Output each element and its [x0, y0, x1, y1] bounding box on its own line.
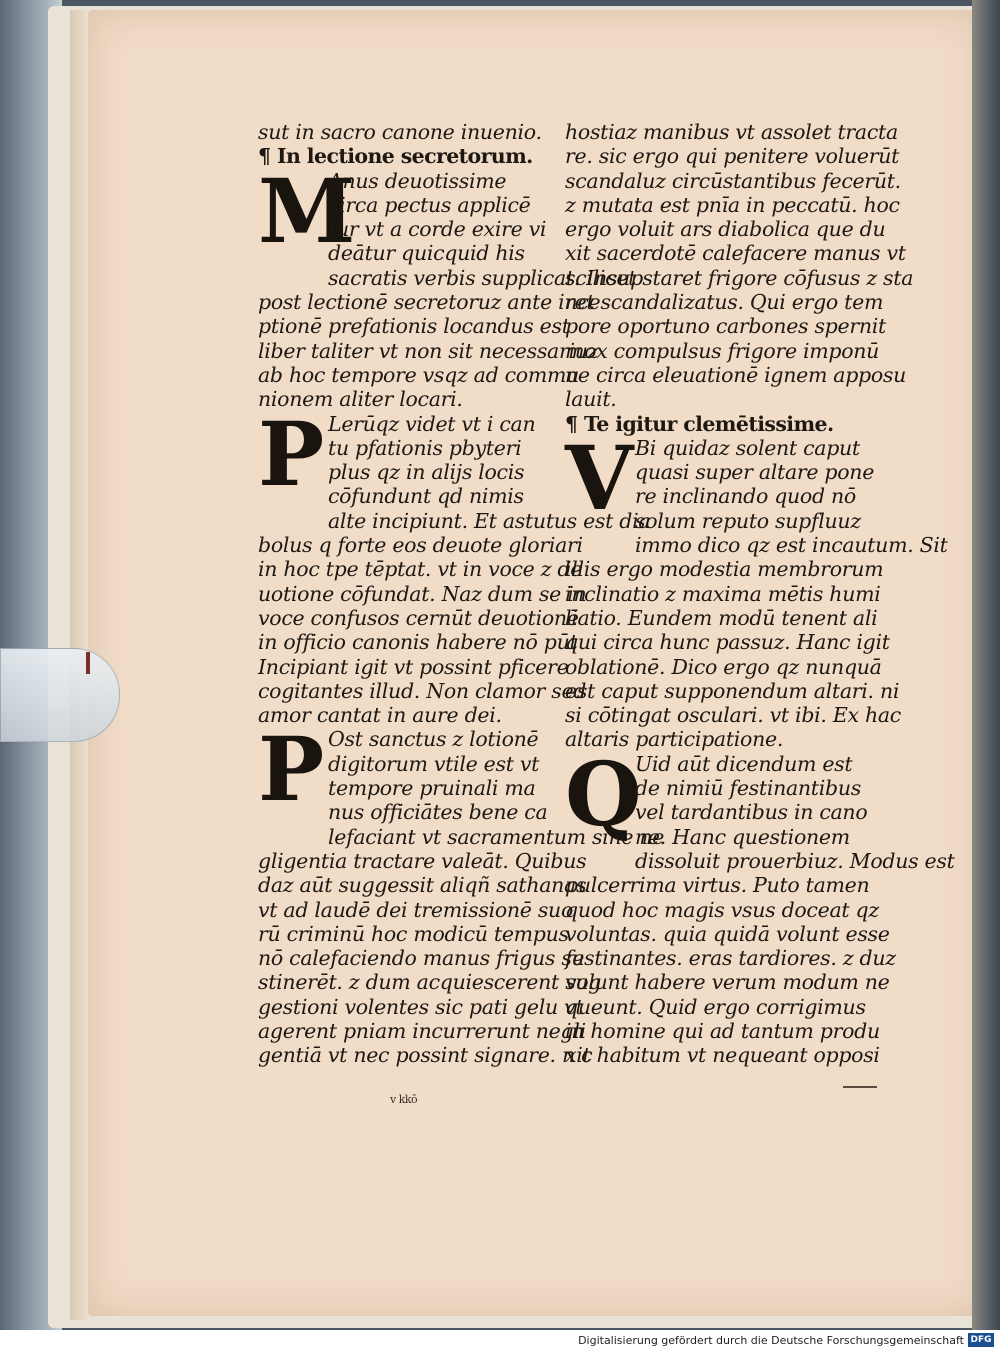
- text-line: circa pectus applicē: [328, 192, 531, 217]
- text-line: re. sic ergo qui penitere voluerūt: [565, 144, 900, 169]
- text-line: hostiaz manibus vt assolet tracta: [565, 120, 898, 144]
- paragraph: [565, 741, 955, 1068]
- text-line: cōfundunt qd nimis: [328, 484, 524, 509]
- text-line: in homine qui ad tantum produ: [565, 1018, 880, 1043]
- text-line: post lectionē secretoruz ante ince: [258, 290, 601, 315]
- text-line: si cōtingat osculari. vt ibi. Ex hac: [565, 703, 901, 728]
- drop-capital: P: [258, 717, 324, 822]
- footer-bar: [0, 1330, 1000, 1351]
- text-line: vt ad laudē dei tremissionē suo: [258, 897, 573, 922]
- text-line: deātur quicquid his: [328, 241, 525, 266]
- text-line: ¶ In lectione secretorum.: [258, 144, 533, 169]
- text-line: ab hoc tempore vsqz ad commu: [258, 362, 580, 387]
- text-line: uotione cōfundat. Naz dum se in: [258, 581, 587, 606]
- text-line: ¶ Te igitur clemētissime.: [565, 411, 834, 436]
- text-line: nus officiātes bene ca: [328, 800, 548, 825]
- text-line: ergo voluit ars diabolica que du: [565, 217, 886, 242]
- text-line: pore oportuno carbones spernit: [565, 314, 886, 339]
- text-line: agerent pniam incurrerunt negli: [258, 1018, 586, 1043]
- text-line: ptionē prefationis locandus est: [258, 314, 570, 339]
- text-line: festinantes. eras tardiores. z duz: [565, 946, 896, 971]
- text-line: illis ergo modestia membrorum: [565, 557, 884, 582]
- text-line: volunt habere verum modum ne: [565, 970, 890, 995]
- text-line: alte incipiunt. Et astutus est dia: [328, 508, 651, 533]
- signature-mark: v kkō: [390, 1093, 418, 1106]
- text-line: voce confusos cernūt deuotionē: [258, 605, 579, 630]
- text-line: inclinatio z maxima mētis humi: [565, 581, 881, 606]
- text-line: plus qz in alijs locis: [328, 460, 525, 485]
- text-line: est caput supponendum altari. ni: [565, 678, 900, 703]
- text-line: ne. Hanc questionem: [635, 824, 850, 849]
- clip-marker: [86, 652, 90, 674]
- text-column-right: [565, 120, 955, 1068]
- text-line: scandaluz circūstantibus fecerūt.: [565, 168, 901, 193]
- text-line: stinerēt. z dum acquiescerent sug: [258, 970, 602, 995]
- text-line: scilicet staret frigore cōfusus z sta: [565, 265, 914, 290]
- text-line: Incipiant igit vt possint pficere: [258, 654, 569, 679]
- text-line: quasi super altare pone: [635, 460, 875, 485]
- text-line: rū criminū hoc modicū tempus: [258, 921, 569, 946]
- text-line: z mutata est pnīa in peccatū. hoc: [565, 192, 900, 217]
- text-line: xit habitum vt nequeant opposi: [565, 1043, 880, 1068]
- text-line: ret scandalizatus. Qui ergo tem: [565, 290, 884, 315]
- text-line: bolus q forte eos deuote gloriari: [258, 533, 583, 558]
- text-line: tempore pruinali ma: [328, 776, 536, 801]
- text-line: tur vt a corde exire vi: [328, 217, 547, 242]
- text-line: liatio. Eundem modū tenent ali: [565, 605, 878, 630]
- text-line: amor cantat in aure dei.: [258, 703, 502, 728]
- text-line: dissoluit prouerbiuz. Modus est: [635, 848, 955, 873]
- text-line: gentiā vt nec possint signare. n c: [258, 1043, 593, 1068]
- text-line: quod hoc magis vsus doceat qz: [565, 897, 879, 922]
- text-line: in hoc tpe tēptat. vt in voce z de: [258, 557, 583, 582]
- catchword-dash: [843, 1086, 877, 1088]
- text-line: oblationē. Dico ergo qz nunquā: [565, 654, 882, 679]
- text-line: cogitantes illud. Non clamor sed: [258, 678, 587, 703]
- paragraph: [258, 401, 651, 728]
- dfg-logo: DFG: [968, 1333, 994, 1347]
- text-line: Ost sanctus z lotionē: [328, 727, 539, 752]
- footer-credit: Digitalisierung gefördert durch die Deutsche Forschungsgemeinschaft: [578, 1334, 964, 1347]
- text-line: nō calefaciendo manus frigus su: [258, 946, 585, 971]
- text-line: Anus deuotissime: [328, 168, 507, 193]
- text-line: mox compulsus frigore imponū: [565, 338, 880, 363]
- drop-capital: P: [258, 401, 324, 506]
- text-line: qui circa hunc passuz. Hanc igit: [565, 630, 890, 655]
- text-line: queunt. Quid ergo corrigimus: [565, 994, 866, 1019]
- drop-capital: M: [258, 158, 356, 263]
- text-line: solum reputo supfluuz: [635, 508, 861, 533]
- text-line: immo dico qz est incautum. Sit: [635, 533, 948, 558]
- text-line: lefaciant vt sacramentum sine ne: [328, 824, 665, 849]
- section-heading: [258, 144, 558, 168]
- page-clip: [0, 648, 120, 742]
- text-line: lauit.: [565, 387, 617, 412]
- section-heading: [565, 412, 865, 436]
- text-line: de nimiū festinantibus: [635, 776, 861, 801]
- text-line: pulcerrima virtus. Puto tamen: [565, 873, 870, 898]
- text-line: ne circa eleuationē ignem apposu: [565, 362, 907, 387]
- text-line: nionem aliter locari.: [258, 387, 463, 412]
- text-line: liber taliter vt non sit necessariuz: [258, 338, 599, 363]
- text-line: Bi quidaz solent caput: [635, 435, 860, 460]
- text-line: daz aūt suggessit aliqñ sathanas: [258, 873, 587, 898]
- text-line: voluntas. quia quidā volunt esse: [565, 921, 890, 946]
- text-line: sut in sacro canone inuenio.: [258, 120, 542, 144]
- text-line: gligentia tractare valeāt. Quibus: [258, 848, 587, 873]
- text-line: xit sacerdotē calefacere manus vt: [565, 241, 906, 266]
- text-line: sacratis verbis supplicat. Insup: [328, 265, 643, 290]
- text-line: gestioni volentes sic pati gelu vt: [258, 994, 584, 1019]
- text-line: Uid aūt dicendum est: [635, 751, 853, 776]
- drop-capital: Q: [565, 741, 642, 846]
- text-line: re inclinando quod nō: [635, 484, 856, 509]
- paragraph: [565, 425, 948, 752]
- paragraph: [565, 120, 914, 412]
- book-binding-right: [972, 0, 1000, 1330]
- text-line: tu pfationis pbyteri: [328, 435, 522, 460]
- drop-capital: V: [565, 425, 633, 530]
- text-line: altaris participatione.: [565, 727, 784, 752]
- text-line: digitorum vtile est vt: [328, 751, 540, 776]
- text-line: Lerūqz videt vt i can: [328, 411, 536, 436]
- text-line: vel tardantibus in cano: [635, 800, 868, 825]
- paragraph: [258, 717, 665, 1068]
- paragraph: [258, 120, 558, 144]
- text-line: in officio canonis habere nō pūt: [258, 630, 578, 655]
